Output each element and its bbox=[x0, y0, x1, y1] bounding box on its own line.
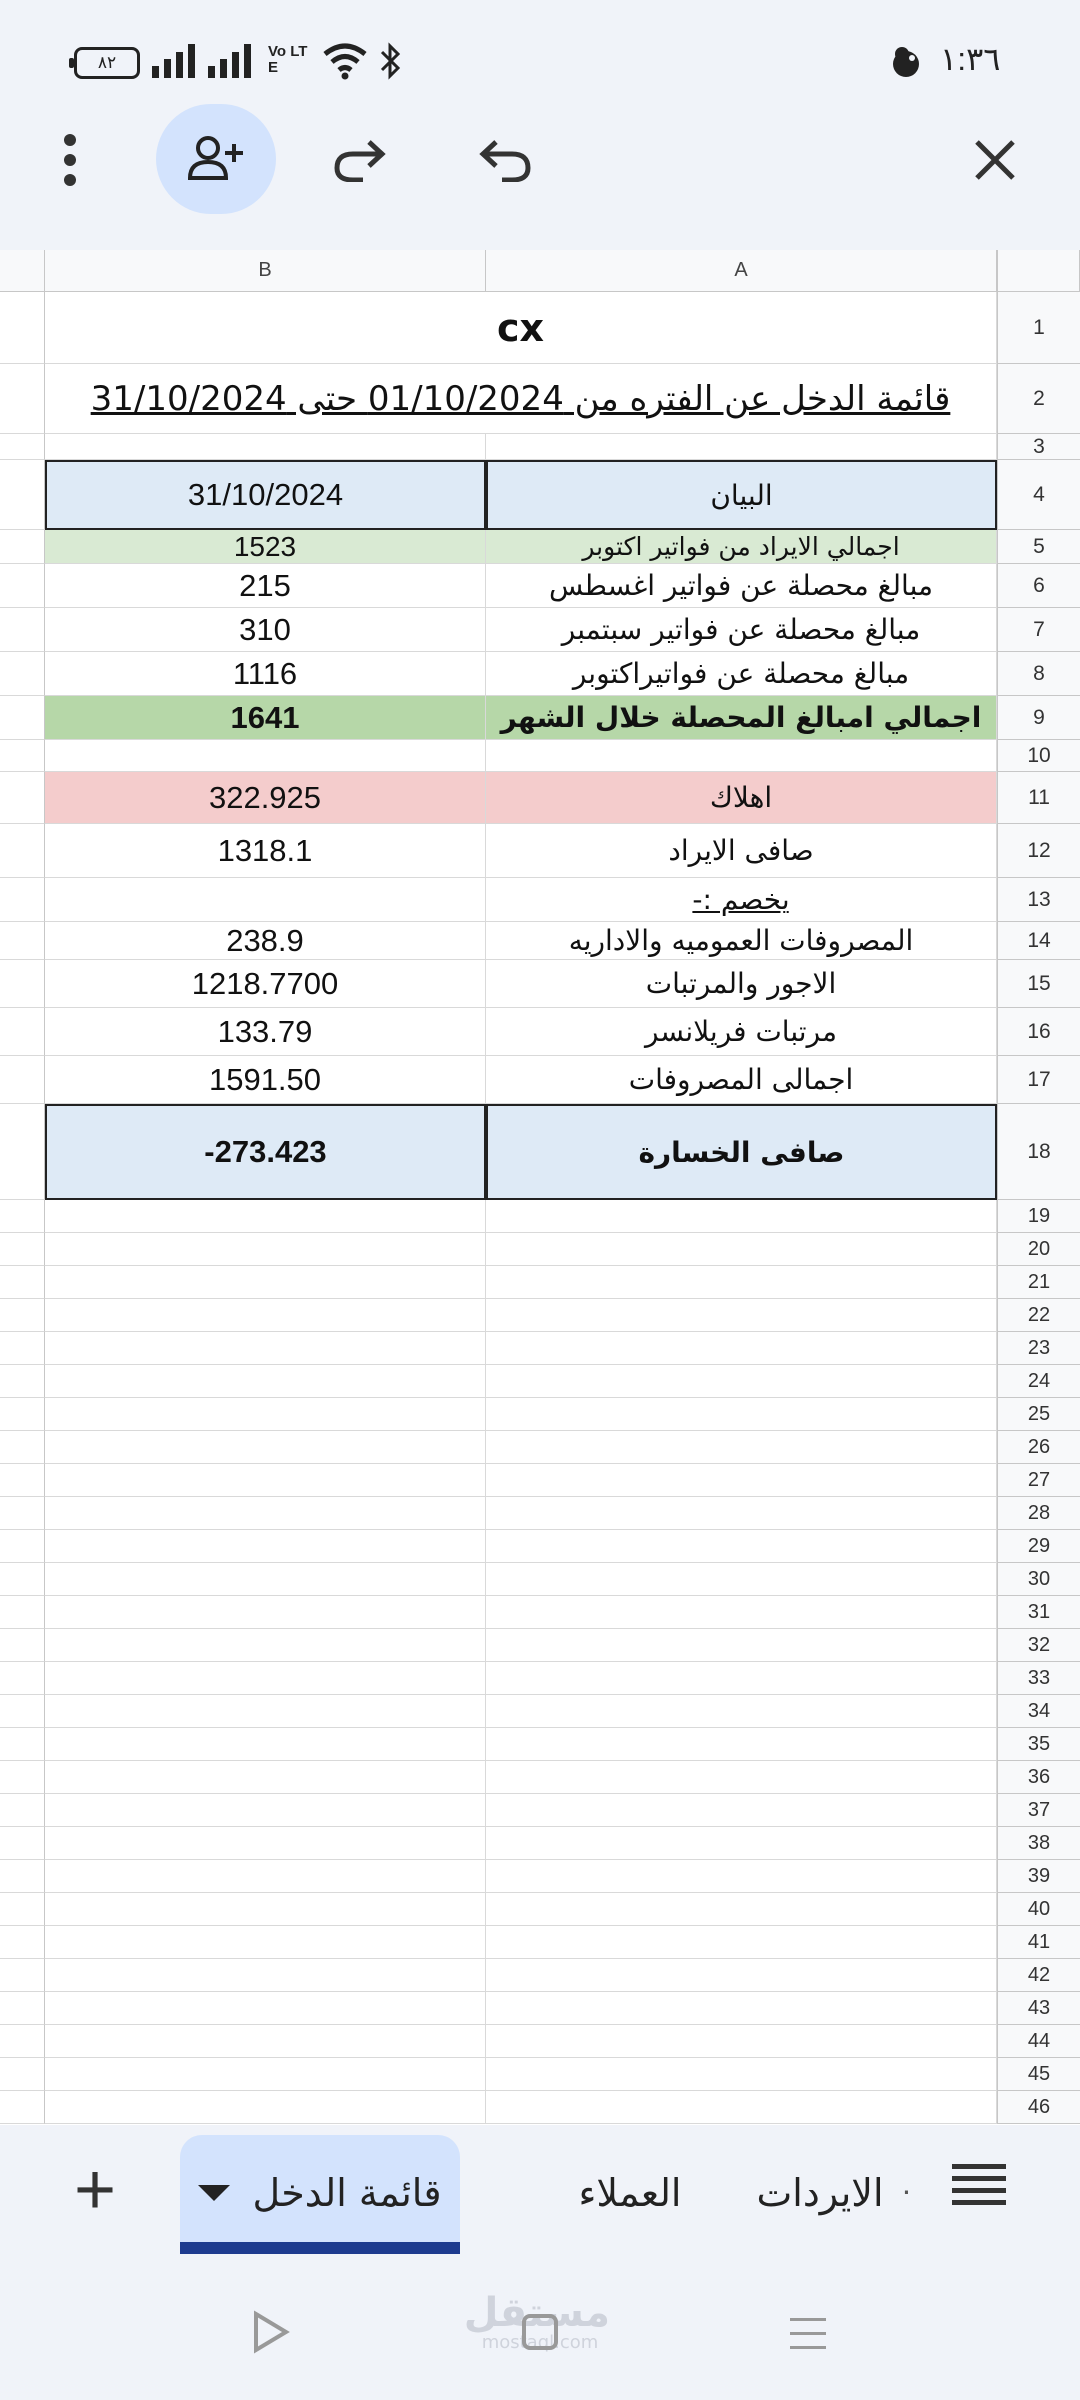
cell-b[interactable]: 1116 bbox=[45, 652, 486, 696]
empty-cell-a[interactable] bbox=[486, 1266, 997, 1299]
row-header[interactable]: 14 bbox=[997, 922, 1080, 960]
cell-a[interactable]: اجمالي الايراد من فواتير اكتوبر bbox=[486, 530, 997, 564]
row-left-gutter bbox=[0, 1992, 45, 2025]
row-left-gutter bbox=[0, 1728, 45, 1761]
cell-a[interactable]: اجمالى المصروفات bbox=[486, 1056, 997, 1104]
add-person-icon bbox=[188, 134, 244, 184]
row-header[interactable]: 22 bbox=[997, 1299, 1080, 1332]
empty-cell-b[interactable] bbox=[45, 1563, 486, 1596]
row-header[interactable]: 11 bbox=[997, 772, 1080, 824]
cell-b[interactable]: 133.79 bbox=[45, 1008, 486, 1056]
empty-cell-b[interactable] bbox=[45, 1596, 486, 1629]
row-left-gutter bbox=[0, 1761, 45, 1794]
empty-cell-a[interactable] bbox=[486, 1563, 997, 1596]
cell-a[interactable]: مبالغ محصلة عن فواتير سبتمبر bbox=[486, 608, 997, 652]
row-header[interactable]: 38 bbox=[997, 1827, 1080, 1860]
cell-a[interactable]: المصروفات العموميه والاداريه bbox=[486, 922, 997, 960]
row-header[interactable]: 2 bbox=[997, 364, 1080, 434]
empty-cell-a[interactable] bbox=[486, 2091, 997, 2124]
premier-league-icon bbox=[888, 44, 924, 80]
empty-cell-b[interactable] bbox=[45, 1761, 486, 1794]
row-header[interactable]: 17 bbox=[997, 1056, 1080, 1104]
row-header[interactable]: 1 bbox=[997, 292, 1080, 364]
empty-cell-a[interactable] bbox=[486, 2025, 997, 2058]
row-left-gutter bbox=[0, 824, 45, 878]
row-header[interactable]: 6 bbox=[997, 564, 1080, 608]
home-button[interactable] bbox=[522, 2314, 558, 2350]
row-header[interactable]: 27 bbox=[997, 1464, 1080, 1497]
cell-b[interactable]: 215 bbox=[45, 564, 486, 608]
row-header[interactable]: 21 bbox=[997, 1266, 1080, 1299]
share-button[interactable] bbox=[156, 104, 276, 214]
row-left-gutter bbox=[0, 364, 45, 434]
empty-cell-a[interactable] bbox=[486, 1200, 997, 1233]
toolbar bbox=[0, 100, 1080, 250]
clock: ١:٣٦ bbox=[940, 41, 1001, 77]
row-header[interactable]: 28 bbox=[997, 1497, 1080, 1530]
cell-a[interactable]: صافى الايراد bbox=[486, 824, 997, 878]
cell-a[interactable] bbox=[486, 434, 997, 460]
row-header[interactable]: 26 bbox=[997, 1431, 1080, 1464]
recents-button[interactable] bbox=[788, 2314, 832, 2358]
empty-cell-b[interactable] bbox=[45, 1200, 486, 1233]
row-left-gutter bbox=[0, 1332, 45, 1365]
row-left-gutter bbox=[0, 1629, 45, 1662]
cell-b[interactable]: 1318.1 bbox=[45, 824, 486, 878]
row-left-gutter bbox=[0, 2091, 45, 2124]
row-header[interactable]: 44 bbox=[997, 2025, 1080, 2058]
empty-cell-b[interactable] bbox=[45, 1398, 486, 1431]
empty-cell-a[interactable] bbox=[486, 1728, 997, 1761]
more-vert-icon bbox=[60, 132, 80, 188]
row-header[interactable]: 40 bbox=[997, 1893, 1080, 1926]
empty-cell-a[interactable] bbox=[486, 1530, 997, 1563]
empty-cell-a[interactable] bbox=[486, 1992, 997, 2025]
empty-cell-b[interactable] bbox=[45, 1530, 486, 1563]
redo-icon bbox=[333, 138, 387, 182]
row-header[interactable]: 30 bbox=[997, 1563, 1080, 1596]
empty-cell-b[interactable] bbox=[45, 1332, 486, 1365]
row-header[interactable]: 8 bbox=[997, 652, 1080, 696]
undo-icon bbox=[478, 138, 532, 182]
empty-cell-b[interactable] bbox=[45, 1959, 486, 1992]
row-left-gutter bbox=[0, 1959, 45, 1992]
signal-icon bbox=[152, 44, 198, 78]
play-back-icon bbox=[250, 2310, 290, 2354]
row-left-gutter bbox=[0, 1695, 45, 1728]
tab-revenues[interactable]: الايردات bbox=[756, 2170, 884, 2215]
row-left-gutter bbox=[0, 564, 45, 608]
row-left-gutter bbox=[0, 1431, 45, 1464]
row-header[interactable]: 24 bbox=[997, 1365, 1080, 1398]
empty-cell-a[interactable] bbox=[486, 1893, 997, 1926]
empty-cell-a[interactable] bbox=[486, 1332, 997, 1365]
row-left-gutter bbox=[0, 922, 45, 960]
cell-b[interactable]: 238.9 bbox=[45, 922, 486, 960]
empty-cell-b[interactable] bbox=[45, 1728, 486, 1761]
menu-lines-icon bbox=[788, 2314, 828, 2354]
caret-down-icon bbox=[198, 2185, 230, 2201]
spreadsheet-grid[interactable] bbox=[0, 250, 1080, 2125]
row-header[interactable]: 45 bbox=[997, 2058, 1080, 2091]
cell-a[interactable]: مبالغ محصلة عن فواتيراكتوبر bbox=[486, 652, 997, 696]
empty-cell-a[interactable] bbox=[486, 1464, 997, 1497]
row-left-gutter bbox=[0, 608, 45, 652]
row-header[interactable]: 25 bbox=[997, 1398, 1080, 1431]
row-left-gutter bbox=[0, 772, 45, 824]
row-left-gutter bbox=[0, 434, 45, 460]
empty-cell-b[interactable] bbox=[45, 1695, 486, 1728]
undo-button[interactable] bbox=[465, 120, 545, 200]
row-header[interactable]: 16 bbox=[997, 1008, 1080, 1056]
redo-button[interactable] bbox=[320, 120, 400, 200]
cell-b[interactable] bbox=[45, 878, 486, 922]
add-sheet-button[interactable]: + bbox=[73, 2150, 117, 2230]
row-header[interactable]: 43 bbox=[997, 1992, 1080, 2025]
row-left-gutter bbox=[0, 1266, 45, 1299]
row-left-gutter bbox=[0, 1056, 45, 1104]
row-left-gutter bbox=[0, 1596, 45, 1629]
row-left-gutter bbox=[0, 1233, 45, 1266]
cell-b[interactable]: 322.925 bbox=[45, 772, 486, 824]
column-header-a[interactable]: A bbox=[486, 250, 997, 292]
empty-cell-a[interactable] bbox=[486, 1365, 997, 1398]
list-icon bbox=[950, 2160, 1008, 2208]
empty-cell-a[interactable] bbox=[486, 1398, 997, 1431]
back-button[interactable] bbox=[250, 2310, 300, 2360]
row-left-gutter bbox=[0, 1893, 45, 1926]
row-left-gutter bbox=[0, 1860, 45, 1893]
row-header[interactable]: 18 bbox=[997, 1104, 1080, 1200]
row-header[interactable]: 3 bbox=[997, 434, 1080, 460]
cell-b[interactable]: 31/10/2024 bbox=[45, 460, 486, 530]
row-left-gutter bbox=[0, 460, 45, 530]
empty-cell-a[interactable] bbox=[486, 1233, 997, 1266]
empty-cell-a[interactable] bbox=[486, 1662, 997, 1695]
volte-label: Vo LTE bbox=[268, 43, 308, 76]
empty-cell-a[interactable] bbox=[486, 1794, 997, 1827]
row-header[interactable]: 12 bbox=[997, 824, 1080, 878]
cell-b[interactable] bbox=[45, 740, 486, 772]
tab-income-statement-label: قائمة الدخل bbox=[252, 2170, 442, 2215]
select-all-corner[interactable] bbox=[997, 250, 1080, 292]
row-header[interactable]: 7 bbox=[997, 608, 1080, 652]
row-left-gutter bbox=[0, 292, 45, 364]
row-left-gutter bbox=[0, 1794, 45, 1827]
empty-cell-a[interactable] bbox=[486, 1431, 997, 1464]
row-header[interactable]: 41 bbox=[997, 1926, 1080, 1959]
row-header[interactable]: 34 bbox=[997, 1695, 1080, 1728]
cell-b[interactable] bbox=[45, 434, 486, 460]
row-header[interactable]: 33 bbox=[997, 1662, 1080, 1695]
empty-cell-b[interactable] bbox=[45, 1299, 486, 1332]
row-header[interactable]: 37 bbox=[997, 1794, 1080, 1827]
empty-cell-b[interactable] bbox=[45, 2091, 486, 2124]
column-header-b[interactable]: B bbox=[45, 250, 486, 292]
empty-cell-b[interactable] bbox=[45, 1893, 486, 1926]
tab-income-statement[interactable] bbox=[180, 2135, 460, 2250]
row-header[interactable]: 42 bbox=[997, 1959, 1080, 1992]
all-sheets-button[interactable] bbox=[950, 2160, 1020, 2230]
row-header[interactable]: 39 bbox=[997, 1860, 1080, 1893]
status-bar bbox=[0, 0, 1080, 100]
row-left-gutter bbox=[0, 1530, 45, 1563]
cell-a[interactable]: اهلاك bbox=[486, 772, 997, 824]
wifi-icon bbox=[322, 42, 368, 80]
row-left-gutter bbox=[0, 1104, 45, 1200]
row-left-gutter bbox=[0, 1200, 45, 1233]
empty-cell-b[interactable] bbox=[45, 2025, 486, 2058]
watermark-arabic: مستقل bbox=[463, 2290, 610, 2336]
merged-cell[interactable]: قائمة الدخل عن الفتره من 01/10/2024 حتى 31/10/2024 bbox=[45, 364, 997, 434]
merged-cell[interactable]: cx bbox=[45, 292, 997, 364]
row-left-gutter bbox=[0, 960, 45, 1008]
empty-cell-a[interactable] bbox=[486, 1827, 997, 1860]
empty-cell-b[interactable] bbox=[45, 1629, 486, 1662]
empty-cell-a[interactable] bbox=[486, 1596, 997, 1629]
cell-a[interactable]: مرتبات فريلانسر bbox=[486, 1008, 997, 1056]
battery-level: ٨٢ bbox=[97, 53, 117, 72]
row-left-gutter bbox=[0, 1662, 45, 1695]
empty-cell-b[interactable] bbox=[45, 1464, 486, 1497]
row-header[interactable]: 31 bbox=[997, 1596, 1080, 1629]
system-nav-bar bbox=[0, 2270, 1080, 2400]
row-left-gutter bbox=[0, 530, 45, 564]
row-left-gutter bbox=[0, 1926, 45, 1959]
cell-b[interactable]: 310 bbox=[45, 608, 486, 652]
row-header[interactable]: 32 bbox=[997, 1629, 1080, 1662]
row-left-gutter bbox=[0, 740, 45, 772]
row-header[interactable]: 23 bbox=[997, 1332, 1080, 1365]
cell-b[interactable]: -273.423 bbox=[45, 1104, 486, 1200]
bluetooth-icon bbox=[378, 42, 402, 80]
sheet-tab-bar bbox=[0, 2125, 1080, 2270]
signal-icon-2 bbox=[208, 44, 254, 78]
empty-cell-a[interactable] bbox=[486, 1629, 997, 1662]
row-left-gutter bbox=[0, 1827, 45, 1860]
row-left-gutter bbox=[0, 1299, 45, 1332]
row-header[interactable]: 4 bbox=[997, 460, 1080, 530]
row-header[interactable]: 10 bbox=[997, 740, 1080, 772]
empty-cell-b[interactable] bbox=[45, 1365, 486, 1398]
empty-cell-a[interactable] bbox=[486, 1959, 997, 1992]
tab-overflow-dot: . bbox=[902, 2165, 911, 2201]
empty-cell-a[interactable] bbox=[486, 1497, 997, 1530]
row-left-gutter bbox=[0, 2058, 45, 2091]
battery-icon bbox=[74, 47, 140, 79]
row-left-gutter bbox=[0, 2025, 45, 2058]
cell-b[interactable]: 1641 bbox=[45, 696, 486, 740]
row-header[interactable]: 20 bbox=[997, 1233, 1080, 1266]
empty-cell-a[interactable] bbox=[486, 1695, 997, 1728]
empty-cell-b[interactable] bbox=[45, 1926, 486, 1959]
close-icon bbox=[973, 138, 1017, 182]
empty-cell-b[interactable] bbox=[45, 1827, 486, 1860]
row-header[interactable]: 15 bbox=[997, 960, 1080, 1008]
corner-header-left bbox=[0, 250, 45, 292]
row-header[interactable]: 13 bbox=[997, 878, 1080, 922]
empty-cell-b[interactable] bbox=[45, 1662, 486, 1695]
empty-cell-a[interactable] bbox=[486, 2058, 997, 2091]
empty-cell-b[interactable] bbox=[45, 1497, 486, 1530]
row-left-gutter bbox=[0, 1008, 45, 1056]
empty-cell-b[interactable] bbox=[45, 1431, 486, 1464]
empty-cell-a[interactable] bbox=[486, 1761, 997, 1794]
empty-cell-a[interactable] bbox=[486, 1860, 997, 1893]
cell-a[interactable]: اجمالي امبالغ المحصلة خلال الشهر bbox=[486, 696, 997, 740]
row-header[interactable]: 29 bbox=[997, 1530, 1080, 1563]
row-left-gutter bbox=[0, 1497, 45, 1530]
row-left-gutter bbox=[0, 878, 45, 922]
row-left-gutter bbox=[0, 1464, 45, 1497]
cell-a[interactable]: البيان bbox=[486, 460, 997, 530]
cell-a[interactable]: الاجور والمرتبات bbox=[486, 960, 997, 1008]
row-header[interactable]: 5 bbox=[997, 530, 1080, 564]
cell-a[interactable]: صافى الخسارة bbox=[486, 1104, 997, 1200]
empty-cell-b[interactable] bbox=[45, 1266, 486, 1299]
tab-clients[interactable]: العملاء bbox=[578, 2170, 682, 2215]
empty-cell-a[interactable] bbox=[486, 1926, 997, 1959]
row-left-gutter bbox=[0, 1365, 45, 1398]
row-header[interactable]: 19 bbox=[997, 1200, 1080, 1233]
empty-cell-a[interactable] bbox=[486, 1299, 997, 1332]
cell-b[interactable]: 1523 bbox=[45, 530, 486, 564]
watermark-english: mostaql.com bbox=[481, 2332, 599, 2353]
cell-b[interactable]: 1218.7700 bbox=[45, 960, 486, 1008]
cell-b[interactable]: 1591.50 bbox=[45, 1056, 486, 1104]
active-tab-indicator bbox=[180, 2242, 460, 2254]
row-header[interactable]: 9 bbox=[997, 696, 1080, 740]
empty-cell-b[interactable] bbox=[45, 1860, 486, 1893]
row-left-gutter bbox=[0, 696, 45, 740]
cell-a[interactable]: يخصم :- bbox=[486, 878, 997, 922]
empty-cell-b[interactable] bbox=[45, 1233, 486, 1266]
cell-a[interactable] bbox=[486, 740, 997, 772]
empty-cell-b[interactable] bbox=[45, 2058, 486, 2091]
row-left-gutter bbox=[0, 1563, 45, 1596]
more-button[interactable] bbox=[40, 120, 100, 200]
row-header[interactable]: 36 bbox=[997, 1761, 1080, 1794]
row-left-gutter bbox=[0, 652, 45, 696]
row-header[interactable]: 35 bbox=[997, 1728, 1080, 1761]
empty-cell-b[interactable] bbox=[45, 1794, 486, 1827]
cell-a[interactable]: مبالغ محصلة عن فواتير اغسطس bbox=[486, 564, 997, 608]
empty-cell-b[interactable] bbox=[45, 1992, 486, 2025]
close-button[interactable] bbox=[955, 120, 1035, 200]
row-left-gutter bbox=[0, 1398, 45, 1431]
row-header[interactable]: 46 bbox=[997, 2091, 1080, 2124]
